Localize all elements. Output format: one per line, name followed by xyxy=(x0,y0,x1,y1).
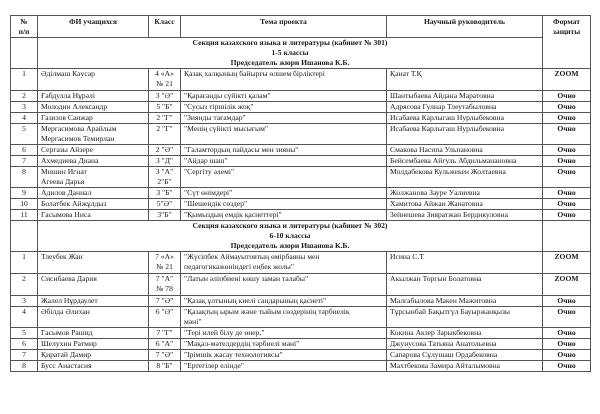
project-topic-line: "Латын әліпбиені көшу заман талабы" xyxy=(184,274,309,283)
class-cell xyxy=(149,156,181,167)
table-row xyxy=(11,102,591,113)
section-header-row xyxy=(11,221,591,252)
project-topic-line: мәні" xyxy=(184,317,202,326)
class-cell-line: № 21 xyxy=(156,79,173,88)
supervisor: Исина С.Т xyxy=(387,252,543,274)
defense-format: Очно xyxy=(543,210,591,221)
table-row xyxy=(11,145,591,156)
student-name xyxy=(38,307,149,328)
student-name-line: Адилов Даниал xyxy=(41,188,92,197)
row-number: 6 xyxy=(11,145,38,156)
class-cell xyxy=(149,91,181,102)
project-topic: "Сүт өнімдері" xyxy=(181,188,387,199)
project-topic: "Шешендік сөздер" xyxy=(181,199,387,210)
supervisor: Молдабекова Кульжекен Жолтаевна xyxy=(387,167,543,188)
row-number: 4 xyxy=(11,113,38,124)
defense-format: Очно xyxy=(543,102,591,113)
header-row xyxy=(11,16,591,38)
row-number: 1 xyxy=(11,252,38,274)
student-name xyxy=(38,252,149,274)
student-name xyxy=(38,91,149,102)
header-format-line1: Формат xyxy=(553,17,580,26)
class-cell-line: 3 "Б" xyxy=(156,188,173,197)
section-title: Секция казахского языка и литературы (кабинет № 301) xyxy=(192,38,388,47)
table-row xyxy=(11,274,591,296)
header-format-line2: защиты xyxy=(552,27,581,36)
class-cell-line: 2 "Г" xyxy=(156,113,173,122)
class-cell-line: 2 "Ә" xyxy=(155,145,174,154)
project-topic-line: "Тері илей білу де өнер," xyxy=(184,328,265,337)
defense-format: Очно xyxy=(543,167,591,188)
supervisor: Исабаева Карлыгаш Нурлыбековна xyxy=(387,124,543,145)
row-number: 11 xyxy=(11,210,38,221)
supervisor: Бейсембаева Айгуль Абдильманановна xyxy=(387,156,543,167)
student-name-line: Мергасимов Темирлан xyxy=(41,134,115,143)
class-cell xyxy=(149,145,181,156)
class-cell xyxy=(149,339,181,350)
supervisor: Махтбекова Замира Айталымовна xyxy=(387,361,543,372)
defense-format: Очно xyxy=(543,188,591,199)
defense-format: Очно xyxy=(543,199,591,210)
project-topic-line: "Қазақтың ырым және тыйым сөздерінің тәрбиелік xyxy=(184,307,350,316)
header-num-line2: п/п xyxy=(18,27,30,36)
project-topic-line: "Ертегілер елінде" xyxy=(184,361,244,370)
row-number: 8 xyxy=(11,167,38,188)
section-grades: 1-5 классы xyxy=(271,48,309,57)
student-name-line: Мишин Игнат xyxy=(41,167,87,176)
supervisor: Сапарова Сұлушаш Ордабековна xyxy=(387,350,543,361)
class-cell-line: 3 "Д" xyxy=(155,156,174,165)
class-cell-line: 2 "Г" xyxy=(156,124,173,133)
section-title: Секция казахского языка и литературы (кабинет № 302) xyxy=(192,221,388,230)
student-name xyxy=(38,145,149,156)
defense-format: Очно xyxy=(543,91,591,102)
header-supervisor: Научный руководитель xyxy=(387,16,543,38)
section-grades: 6-10 классы xyxy=(269,231,311,240)
header-format xyxy=(543,16,591,69)
table-row xyxy=(11,199,591,210)
table-row xyxy=(11,307,591,328)
project-topic: "Сусыз тіршілік жоқ" xyxy=(181,102,387,113)
section-num-empty xyxy=(11,221,38,252)
class-cell xyxy=(149,199,181,210)
row-number: 6 xyxy=(11,339,38,350)
student-name xyxy=(38,296,149,307)
student-name xyxy=(38,124,149,145)
defense-format: Очно xyxy=(543,156,591,167)
student-name xyxy=(38,113,149,124)
defense-format: ZOOM xyxy=(543,274,591,296)
class-cell xyxy=(149,102,181,113)
row-number: 3 xyxy=(11,296,38,307)
section-chair: Председатель жюри Ишанова К.Б. xyxy=(230,58,350,67)
class-cell-line: 5 "Б" xyxy=(156,102,173,111)
project-topic xyxy=(181,328,387,339)
class-cell xyxy=(149,124,181,145)
section-num-empty xyxy=(11,38,38,69)
class-cell-line: № 21 xyxy=(156,262,173,271)
class-cell xyxy=(149,252,181,274)
project-topic xyxy=(181,274,387,296)
supervisor: Адрясова Гулнар Тлеутабыловна xyxy=(387,102,543,113)
table-row xyxy=(11,296,591,307)
project-topic xyxy=(181,252,387,274)
student-name xyxy=(38,361,149,372)
defense-format: Очно xyxy=(543,361,591,372)
student-name-line: Гасымов Рашид xyxy=(41,328,93,337)
row-number: 7 xyxy=(11,156,38,167)
table-row xyxy=(11,113,591,124)
class-cell xyxy=(149,350,181,361)
row-number: 8 xyxy=(11,361,38,372)
section-title-block xyxy=(38,221,543,252)
class-cell-line: 7 "А" xyxy=(155,274,174,283)
project-topic-line: "Ірімшік жасау технологиясы" xyxy=(184,350,283,359)
class-cell-line: 2"Б" xyxy=(157,177,172,186)
defense-format: ZOOM xyxy=(543,69,591,91)
project-topic-line: "Мақал-мәтелдердің тәрбиелі мәні" xyxy=(184,339,300,348)
class-cell-line: 3 "Ә" xyxy=(155,91,174,100)
header-num-line1: № xyxy=(20,17,28,26)
student-name xyxy=(38,69,149,91)
student-name xyxy=(38,199,149,210)
defense-format: Очно xyxy=(543,113,591,124)
class-cell xyxy=(149,69,181,91)
supervisor: Исабаева Карлыгаш Нурлыбековна xyxy=(387,113,543,124)
defense-format: Очно xyxy=(543,339,591,350)
project-topic: "Қымыздың емдік қасиеттері" xyxy=(181,210,387,221)
class-cell-line: 7 "Ә" xyxy=(155,296,174,305)
project-topic: "Менің сүйікті мысығым" xyxy=(181,124,387,145)
class-cell-line: 6 "Ә" xyxy=(155,307,174,316)
section-1-body xyxy=(11,69,591,221)
class-cell-line: 3 "А" xyxy=(155,167,174,176)
class-cell-line: 7 "Г" xyxy=(156,328,173,337)
supervisor: Акылжан Торгын Болатовна xyxy=(387,274,543,296)
section-header-row xyxy=(11,38,591,69)
student-name-line: Ахмедиева Диана xyxy=(41,156,99,165)
supervisor: Тұрсынбай Бақытгүл Бауыржанқызы xyxy=(387,307,543,328)
supervisor: Джунусова Татьяна Анатольевна xyxy=(387,339,543,350)
row-number: 4 xyxy=(11,307,38,328)
header-num xyxy=(11,16,38,38)
student-name xyxy=(38,339,149,350)
row-number: 5 xyxy=(11,328,38,339)
table-row xyxy=(11,69,591,91)
class-cell-line: 7 "Ә" xyxy=(155,350,174,359)
supervisor: Хамитова Айжан Жанатовна xyxy=(387,199,543,210)
defense-format: Очно xyxy=(543,307,591,328)
class-cell xyxy=(149,210,181,221)
student-name-line: Шелухин Ратмир xyxy=(41,339,97,348)
project-topic: Қазақ халқының байырғы өлшем бірліктері xyxy=(181,69,387,91)
row-number: 2 xyxy=(11,274,38,296)
section-2-body xyxy=(11,252,591,372)
student-name-line: Мергасимова Арайлым xyxy=(41,124,117,133)
class-cell xyxy=(149,167,181,188)
defense-format: ZOOM xyxy=(543,252,591,274)
project-topic xyxy=(181,350,387,361)
supervisor: Смакова Насипа Ульпановна xyxy=(387,145,543,156)
defense-format: Очно xyxy=(543,296,591,307)
student-name-line: Агеева Дарья xyxy=(41,177,85,186)
project-topic-line: "Жүсіпбек Аймауытовтың өмірбаяны мен xyxy=(184,252,320,261)
student-name-line: Газизов Санжар xyxy=(41,113,93,122)
supervisor: Зейнешева Зияратжан Бердикуловна xyxy=(387,210,543,221)
class-cell-line: 6 "А" xyxy=(155,339,174,348)
table-row xyxy=(11,124,591,145)
project-topic: "Сергіту әлемі" xyxy=(181,167,387,188)
student-name xyxy=(38,156,149,167)
defense-format: Очно xyxy=(543,350,591,361)
header-name: ФИ учащихся xyxy=(38,16,149,38)
section-title-block xyxy=(38,38,543,69)
class-cell-line: 3"Б" xyxy=(157,210,172,219)
table-row xyxy=(11,339,591,350)
supervisor: Малгабылова Макен Мажитовна xyxy=(387,296,543,307)
class-cell xyxy=(149,113,181,124)
student-name xyxy=(38,188,149,199)
student-name-line: Сисибаева Дария xyxy=(41,274,97,283)
row-number: 10 xyxy=(11,199,38,210)
class-cell xyxy=(149,274,181,296)
supervisor: Жолжанова Зауре Уалиевна xyxy=(387,188,543,199)
student-name-line: Ғабдулла Нұрәлі xyxy=(41,91,95,100)
student-name-line: Болатбек Айжұлдыз xyxy=(41,199,107,208)
defense-format: Очно xyxy=(543,145,591,156)
student-name xyxy=(38,328,149,339)
row-number: 9 xyxy=(11,188,38,199)
row-number: 2 xyxy=(11,91,38,102)
row-number: 7 xyxy=(11,350,38,361)
project-topic: "Айдар шаш" xyxy=(181,156,387,167)
class-cell xyxy=(149,328,181,339)
table-row xyxy=(11,156,591,167)
section-format-empty xyxy=(543,221,591,252)
class-cell xyxy=(149,361,181,372)
class-cell xyxy=(149,188,181,199)
row-number: 3 xyxy=(11,102,38,113)
student-name-line: Әбілда Әлихан xyxy=(41,307,90,316)
student-name-line: Бусс Анастасия xyxy=(41,361,92,370)
section-2-header xyxy=(11,221,591,252)
student-name xyxy=(38,102,149,113)
student-name-line: Сергазы Айзере xyxy=(41,145,93,154)
table-row xyxy=(11,350,591,361)
supervisor: Кокина Акзер Зарыкбековна xyxy=(387,328,543,339)
table-row xyxy=(11,361,591,372)
student-name-line: Тлеубек Жан xyxy=(41,252,83,261)
table-row xyxy=(11,91,591,102)
student-name-line: Молодин Александр xyxy=(41,102,108,111)
student-name xyxy=(38,210,149,221)
row-number: 5 xyxy=(11,124,38,145)
student-name xyxy=(38,350,149,361)
class-cell-line: 4 «А» xyxy=(155,69,174,78)
supervisor: Қанат Т.Қ xyxy=(387,69,543,91)
table-row xyxy=(11,167,591,188)
header-class: Класс xyxy=(149,16,181,38)
student-name-line: Гасымова Ниса xyxy=(41,210,91,219)
table-row xyxy=(11,210,591,221)
project-topic: "Зиянды тағамдар" xyxy=(181,113,387,124)
student-name xyxy=(38,167,149,188)
section-chair: Председатель жюри Ишанова К.Б. xyxy=(230,241,350,250)
class-cell-line: № 78 xyxy=(156,284,173,293)
header-topic: Тема проекта xyxy=(181,16,387,38)
defense-format: Очно xyxy=(543,124,591,145)
table-row xyxy=(11,188,591,199)
project-topic xyxy=(181,296,387,307)
participants-table xyxy=(10,15,591,372)
class-cell xyxy=(149,296,181,307)
class-cell-line: 8 "Б" xyxy=(156,361,173,370)
student-name-line: Жалел Нұрдаулет xyxy=(41,296,98,305)
defense-format: Очно xyxy=(543,328,591,339)
class-cell-line: 5"Ә" xyxy=(156,199,173,208)
project-topic xyxy=(181,307,387,328)
supervisor: Шантыбаева Айдана Маратовна xyxy=(387,91,543,102)
project-topic-line: педагогикажөніндегі еңбек жолы" xyxy=(184,262,294,271)
student-name-line: Қиратай Дамир xyxy=(41,350,92,359)
class-cell-line: 7 «А» xyxy=(155,252,174,261)
table-row xyxy=(11,252,591,274)
project-topic xyxy=(181,339,387,350)
project-topic xyxy=(181,361,387,372)
student-name xyxy=(38,274,149,296)
class-cell xyxy=(149,307,181,328)
project-topic-line: "Қазақ ұлтының киелі сандарының қасиеті" xyxy=(184,296,327,305)
student-name-line: Әділмаш Кәусар xyxy=(41,69,95,78)
row-number: 1 xyxy=(11,69,38,91)
project-topic: "Қарағанды сүйікті қалам" xyxy=(181,91,387,102)
table-row xyxy=(11,328,591,339)
project-topic: "Галамтордың пайдасы мен зияны" xyxy=(181,145,387,156)
